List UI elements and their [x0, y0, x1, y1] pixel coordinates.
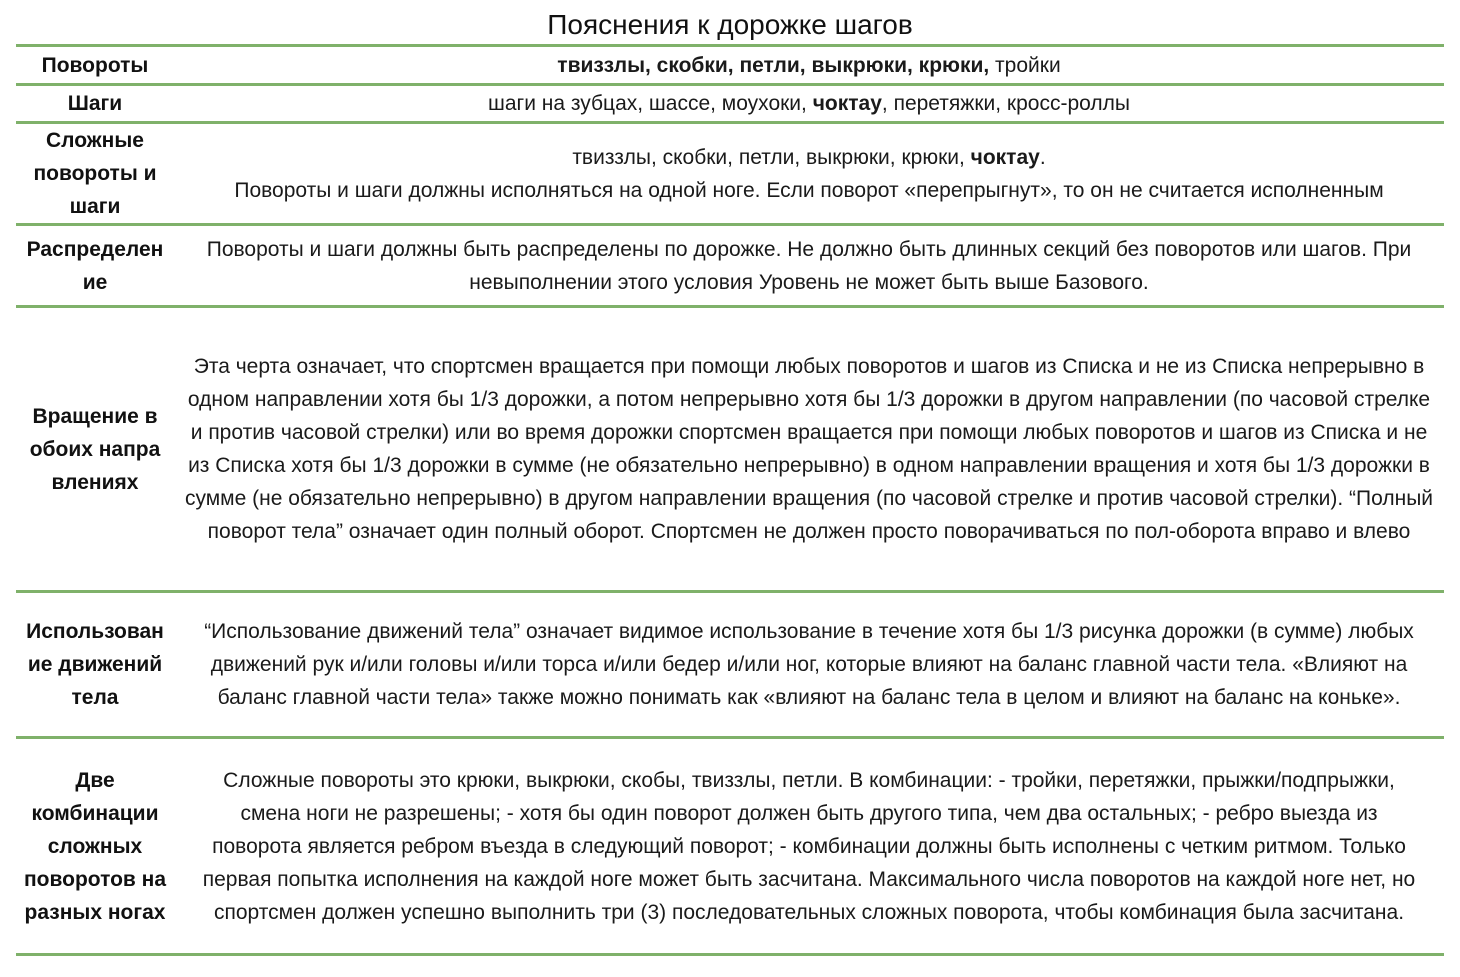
- table-row-steps: [16, 86, 1444, 121]
- divider: [16, 953, 1444, 956]
- row-content-paragraph: Повороты и шаги должны быть распределены по дорожке. Не должно быть длинных секций без поворотов или шагов. При невыполнении этого условия Уровень не может быть выше Базового.: [206, 237, 1412, 294]
- row-content: [174, 308, 1444, 590]
- row-label-text: Две комбинации сложных поворотов на разных ногах: [23, 768, 167, 924]
- row-label-text: Вращение в обоих направлениях: [29, 404, 161, 494]
- row-content-bold: чоктау: [812, 92, 882, 115]
- row-content-text: шаги на зубцах, шассе, моухоки,: [488, 92, 813, 115]
- row-content-paragraph: “Использование движений тела” означает видимое использование в течение хотя бы 1/3 рисунка дорожки (в сумме) любых движений рук и/или головы и/или торса и/или бедер и/или ног, которые влияют на баланс главной части тела. «Влияют на баланс главной части тела» также можно понимать как «влияют на баланс тела в целом и влияют на баланс на коньке».: [204, 620, 1414, 709]
- row-content-paragraph: Сложные повороты это крюки, выкрюки, скобы, твиззлы, петли. В комбинации: - тройки, перетяжки, прыжки/подпрыжки, смена ноги не разрешены; - хотя бы один поворот должен быть другого типа, чем два остальных; - ребро выезда из поворота является ребром въезда в следующий поворот; - комбинации должны быть исполнены с четким ритмом. Только первая попытка исполнения на каждой ноге может быть засчитана. Максимального числа поворотов на каждой ноге нет, но спортсмен должен успешно выполнить три (3) последовательных сложных поворота, чтобы комбинация была засчитана.: [202, 768, 1416, 924]
- row-label: Повороты: [41, 53, 149, 77]
- table-row-difficult-turns: [16, 124, 1444, 223]
- row-label-text: Сложные повороты и шаги: [33, 129, 157, 218]
- row-label: [16, 226, 174, 305]
- page-title: Пояснения к дорожке шагов: [547, 9, 913, 40]
- row-content: [174, 739, 1444, 953]
- row-content-text: , перетяжки, кросс-роллы: [881, 92, 1130, 115]
- row-content-bold: твиззлы, скобки, петли, выкрюки, крюки,: [557, 53, 990, 77]
- row-content-paragraph: Повороты и шаги должны исполняться на одной ноге. Если поворот «перепрыгнут», то он не считается исполненным: [234, 178, 1384, 202]
- row-content: [174, 47, 1444, 83]
- row-label-text: Использование движений тела: [26, 620, 164, 709]
- row-content-paragraph: Эта черта означает, что спортсмен вращается при помощи любых поворотов и шагов из Списка и не из Списка непрерывно в одном направлении хотя бы 1/3 дорожки, а потом непрерывно хотя бы 1/3 дорожки в другом направлении (по часовой стрелке и против часовой стрелки) или во время дорожки спортсмен вращается при помощи любых поворотов и шагов из Списка и не из Списка хотя бы 1/3 дорожки в сумме (не обязательно непрерывно) в одном направлении вращения и хотя бы 1/3 дорожки в сумме (не обязательно непрерывно) в другом направлении вращения (по часовой стрелке и против часовой стрелки). “Полный поворот тела” означает один полный оборот. Спортсмен не должен просто поворачиваться по пол-оборота вправо и влево: [184, 355, 1434, 543]
- row-content: [174, 593, 1444, 736]
- table-row-distribution: [16, 226, 1444, 305]
- table-row-rotation-both-directions: [16, 308, 1444, 590]
- row-content-text: тройки: [989, 53, 1061, 77]
- row-label: [16, 739, 174, 953]
- row-label-text: Распределение: [26, 237, 164, 294]
- row-content: [174, 226, 1444, 305]
- row-content: [174, 86, 1444, 121]
- row-content-bold: чоктау: [970, 145, 1040, 169]
- row-label: [16, 593, 174, 736]
- table-row-turns: [16, 47, 1444, 83]
- row-content-text: твиззлы, скобки, петли, выкрюки, крюки,: [572, 145, 971, 169]
- row-label: [16, 124, 174, 223]
- row-content: [174, 124, 1444, 223]
- row-content-text: .: [1039, 145, 1046, 169]
- row-label: Шаги: [67, 92, 123, 115]
- table-row-two-combinations: [16, 739, 1444, 953]
- table-row-body-movements: [16, 593, 1444, 736]
- row-label: [16, 308, 174, 590]
